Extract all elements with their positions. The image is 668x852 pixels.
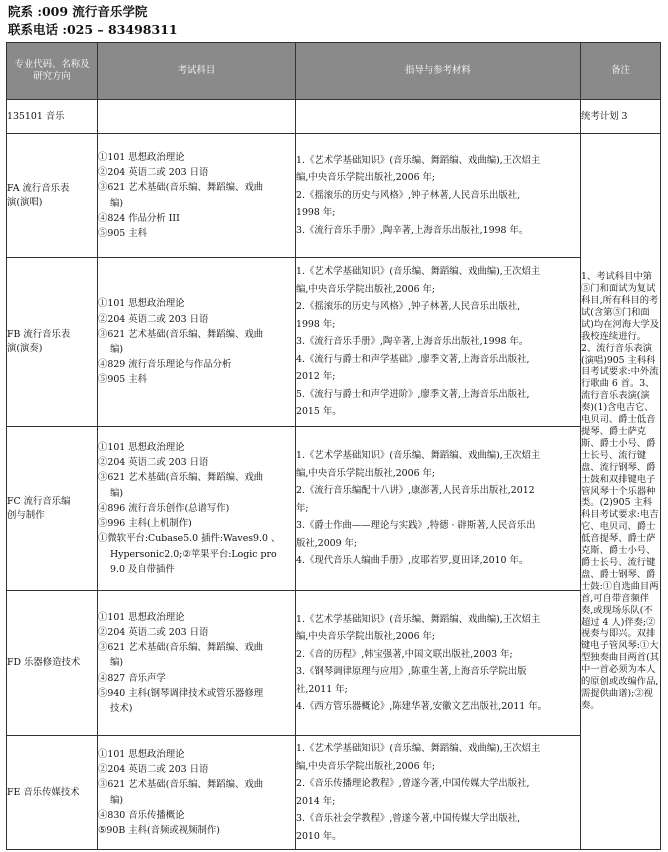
subjects-cell: ①101 思想政治理论 ②204 英语二或 203 日语 ③621 艺术基础(音乐编、舞蹈编、戏曲 编) ④824 作品分析 III ⑤905 主科 [98,134,296,258]
reference-cell: 1.《艺术学基础知识》(音乐编、舞蹈编、戏曲编),王次炤主 编,中央音乐学院出版社,2006 年; 2.《摇滚乐的历史与风格》,钟子林著,人民音乐出版社, 1998 年; 3.《流行音乐手册》,陶辛著,上海音乐出版社,1998 年。 [296,134,581,258]
reference-cell: 1.《艺术学基础知识》(音乐编、舞蹈编、戏曲编),王次炤主 编,中央音乐学院出版社,2006 年; 2.《音的历程》,韩宝强著,中国文联出版社,2003 年; 3.《钢琴调律原理与应用》,陈重生著,上海音乐学院出版 社,2011 年; 4.《西方管乐器概论》,陈建华著,安徽文艺出版社,2011 年。 [296,591,581,736]
column-header-major: 专业代码、名称及 研究方向 [7,43,98,100]
direction-row-fe [7,736,661,850]
direction-name-cell: FB 流行音乐表 演(演奏) [7,258,98,427]
column-header-reference: 指导与参考材料 [296,43,581,100]
subjects-cell: ①101 思想政治理论 ②204 英语二或 203 日语 ③621 艺术基础(音乐编、舞蹈编、戏曲 编) ④830 音乐传播概论 ⑤90B 主科(音频或视频制作) [98,736,296,850]
direction-row-fc [7,427,661,591]
reference-cell: 1.《艺术学基础知识》(音乐编、舞蹈编、戏曲编),王次炤主 编,中央音乐学院出版社,2006 年; 2.《摇滚乐的历史与风格》,钟子林著,人民音乐出版社, 1998 年; 3.《流行音乐手册》,陶辛著,上海音乐出版社,1998 年。 4.《流行与爵士和声学基础》,廖季文著,上海音乐出版社, 2012 年; 5.《流行与爵士和声学进阶》,廖季文著,上海音乐出版社, 2015 年。 [296,258,581,427]
empty-cell [98,100,296,134]
column-header-note: 备注 [581,43,661,100]
phone-label: 联系电话 : [8,22,67,37]
phone-line [8,22,178,38]
admissions-table [6,42,661,850]
department-value: 009 流行音乐学院 [41,4,148,19]
direction-row-fd [7,591,661,736]
notes-cell [581,134,661,850]
subjects-cell: ①101 思想政治理论 ②204 英语二或 203 日语 ③621 艺术基础(音乐编、舞蹈编、戏曲 编) ④829 流行音乐理论与作品分析 ⑤905 主科 [98,258,296,427]
direction-name-cell: FA 流行音乐表 演(演唱) [7,134,98,258]
direction-row-fb [7,258,661,427]
major-row [7,100,661,134]
direction-name-cell: FD 乐器修造技术 [7,591,98,736]
subjects-cell: ①101 思想政治理论 ②204 英语二或 203 日语 ③621 艺术基础(音乐编、舞蹈编、戏曲 编) ④896 流行音乐创作(总谱写作) ⑤996 主科(上机制作) ①微软平台:Cubase5.0 插件:Waves9.0 、 Hypersonic2.0;②苹果平台:Logic pro 9.0 及自带插件 [98,427,296,591]
department-label: 院系 : [8,4,42,19]
direction-name-cell: FC 流行音乐编 创与制作 [7,427,98,591]
plan-cell: 统考计划 3 [581,100,661,134]
header-row [7,43,661,100]
direction-name-cell: FE 音乐传媒技术 [7,736,98,850]
notes-text: 1、考试科目中第⑤门和面试为复试科目,所有科目的考试(含第⑤门和面试)均在河海大学及我校连续进行。2、流行音乐表演(演唱)905 主科科目考试要求:中外流行歌曲 6 首。3、流行音乐表演(演奏)(1)含电吉它、电贝司、爵士低音提琴、爵士萨克斯、爵士小号、爵士长号、流行键盘、流行钢琴、爵士鼓和双排键电子管风琴十个乐器种类。(2)905 主科科目考试要求:电吉它、电贝司、爵士低音提琴、爵士萨克斯、爵士小号、爵士长号、流行键盘、爵士钢琴、爵士鼓:①自选曲目两首,可自带音频伴奏,或现场乐队(不超过 4 人)伴奏;②视奏与即兴。双排键电子管风琴:①大型独奏曲目两首(其中一首必须为本人的原创或改编作品,需提供曲谱);②视奏。 [581,271,660,711]
phone-value: 025 – 83498311 [66,22,178,37]
reference-cell: 1.《艺术学基础知识》(音乐编、舞蹈编、戏曲编),王次炤主 编,中央音乐学院出版社,2006 年; 2.《流行音乐编配十八讲》,康澎著,人民音乐出版社,2012 年; 3.《爵士作曲——理论与实践》,特德 · 辟斯著,人民音乐出 版社,2009 年; 4.《现代音乐人编曲手册》,皮耶若罗,夏田译,2010 年。 [296,427,581,591]
reference-cell: 1.《艺术学基础知识》(音乐编、舞蹈编、戏曲编),王次炤主 编,中央音乐学院出版社,2006 年; 2.《音乐传播理论教程》,曾遂今著,中国传媒大学出版社, 2014 年; 3.《音乐社会学教程》,曾遂今著,中国传媒大学出版社, 2010 年。 [296,736,581,850]
major-code-cell: 135101 音乐 [7,100,98,134]
department-line [8,4,147,20]
column-header-subjects: 考试科目 [98,43,296,100]
direction-row-fa [7,134,661,258]
subjects-cell: ①101 思想政治理论 ②204 英语二或 203 日语 ③621 艺术基础(音乐编、舞蹈编、戏曲 编) ④827 音乐声学 ⑤940 主科(钢琴调律技术或管乐器修理 技术) [98,591,296,736]
empty-cell [296,100,581,134]
